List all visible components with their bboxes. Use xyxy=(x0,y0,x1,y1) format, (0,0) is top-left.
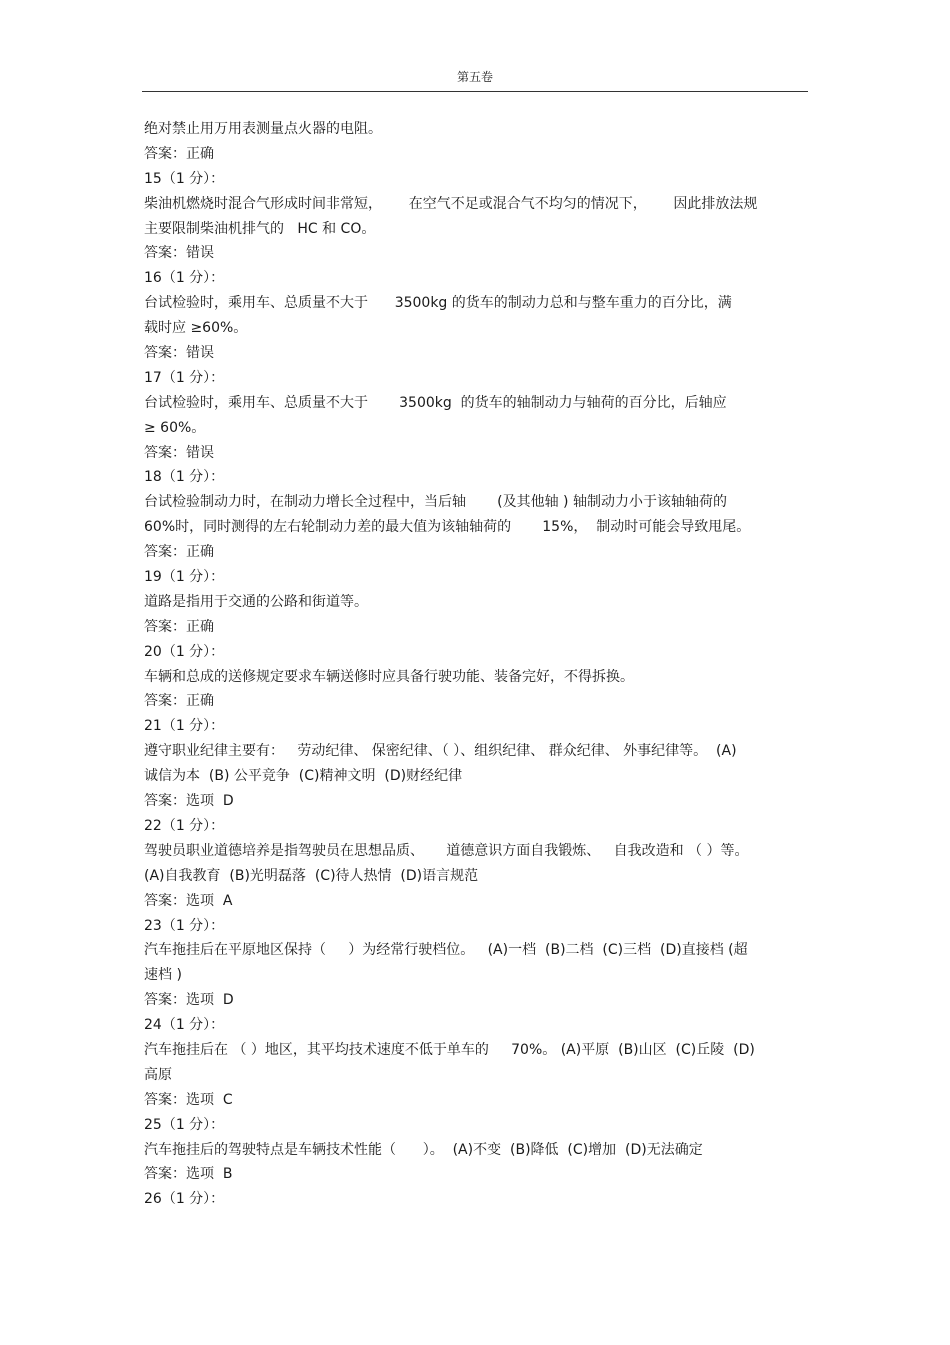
text-line: 答案：正确 xyxy=(144,544,214,561)
text-line: 答案：错误 xyxy=(144,245,214,262)
text-line: 19（1 分）： xyxy=(144,569,225,586)
document-body xyxy=(144,117,812,1212)
text-line: 答案：选项 D xyxy=(144,793,234,810)
text-line: 25（1 分）： xyxy=(144,1116,225,1133)
text-line: 26（1 分）： xyxy=(144,1191,225,1208)
text-line: 18（1 分）： xyxy=(144,469,225,486)
text-line: 遵守职业纪律主要有： 劳动纪律、 保密纪律、（ ）、组织纪律、 群众纪律、 外事纪律等。 (A) xyxy=(144,743,737,760)
text-line: 答案：错误 xyxy=(144,345,214,362)
text-line: 驾驶员职业道德培养是指驾驶员在思想品质、 道德意识方面自我锻炼、 自我改造和 （ ）等。 xyxy=(144,842,749,859)
text-line: 主要限制柴油机排气的 HC 和 CO。 xyxy=(144,220,376,237)
page-header-title: 第五卷 xyxy=(456,70,493,84)
text-line: 答案：选项 B xyxy=(144,1166,233,1183)
text-line: 21（1 分）： xyxy=(144,718,225,735)
text-line: 载时应 ≥60%。 xyxy=(144,320,248,337)
text-line: 17（1 分）： xyxy=(144,369,225,386)
text-line: ≥ 60%。 xyxy=(144,419,206,436)
text-line: 台试检验时，乘用车、总质量不大于 3500kg 的货车的轴制动力与轴荷的百分比，后轴应 xyxy=(144,394,727,411)
text-line: 汽车拖挂后在平原地区保持（ ）为经常行驶档位。 (A)一档 (B)二档 (C)三档 (D)直接档 (超 xyxy=(144,942,748,959)
text-line: 柴油机燃烧时混合气形成时间非常短， 在空气不足或混合气不均匀的情况下， 因此排放法规 xyxy=(144,195,758,212)
text-line: 答案：正确 xyxy=(144,693,214,710)
text-line: 绝对禁止用万用表测量点火器的电阻。 xyxy=(144,121,382,137)
text-line: 23（1 分）： xyxy=(144,917,225,934)
text-line: 车辆和总成的送修规定要求车辆送修时应具备行驶功能、装备完好，不得拆换。 xyxy=(144,668,634,685)
text-line: 汽车拖挂后的驾驶特点是车辆技术性能（ ）。 (A)不变 (B)降低 (C)增加 (D)无法确定 xyxy=(144,1141,703,1158)
text-line: 答案：选项 A xyxy=(144,892,233,909)
text-line: (A)自我教育 (B)光明磊落 (C)待人热情 (D)语言规范 xyxy=(144,867,479,884)
text-line: 答案：选项 D xyxy=(144,992,234,1009)
text-line: 24（1 分）： xyxy=(144,1017,225,1034)
text-line: 汽车拖挂后在 （ ）地区，其平均技术速度不低于单车的 70%。 (A)平原 (B)山区 (C)丘陵 (D) xyxy=(144,1041,755,1058)
text-line: 60%时，同时测得的左右轮制动力差的最大值为该轴轴荷的 15%， 制动时可能会导致甩尾。 xyxy=(144,519,751,536)
text-line: 诚信为本 (B) 公平竞争 (C)精神文明 (D)财经纪律 xyxy=(144,768,463,785)
text-line: 22（1 分）： xyxy=(144,817,225,834)
text-line: 答案：错误 xyxy=(144,444,214,461)
text-line: 20（1 分）： xyxy=(144,643,225,660)
text-line: 台试检验制动力时，在制动力增长全过程中，当后轴 (及其他轴 ) 轴制动力小于该轴轴荷的 xyxy=(144,494,727,511)
text-line: 速档 ) xyxy=(144,967,182,984)
header-divider xyxy=(142,91,808,92)
text-line: 高原 xyxy=(144,1066,172,1083)
text-line: 答案：正确 xyxy=(144,145,214,162)
text-line: 道路是指用于交通的公路和街道等。 xyxy=(144,593,368,610)
text-line: 台试检验时，乘用车、总质量不大于 3500kg 的货车的制动力总和与整车重力的百分比，满 xyxy=(144,295,732,312)
text-line: 15（1 分）： xyxy=(144,170,225,187)
text-line: 答案：正确 xyxy=(144,618,214,635)
text-line: 答案：选项 C xyxy=(144,1091,233,1108)
text-line: 16（1 分）： xyxy=(144,270,225,287)
